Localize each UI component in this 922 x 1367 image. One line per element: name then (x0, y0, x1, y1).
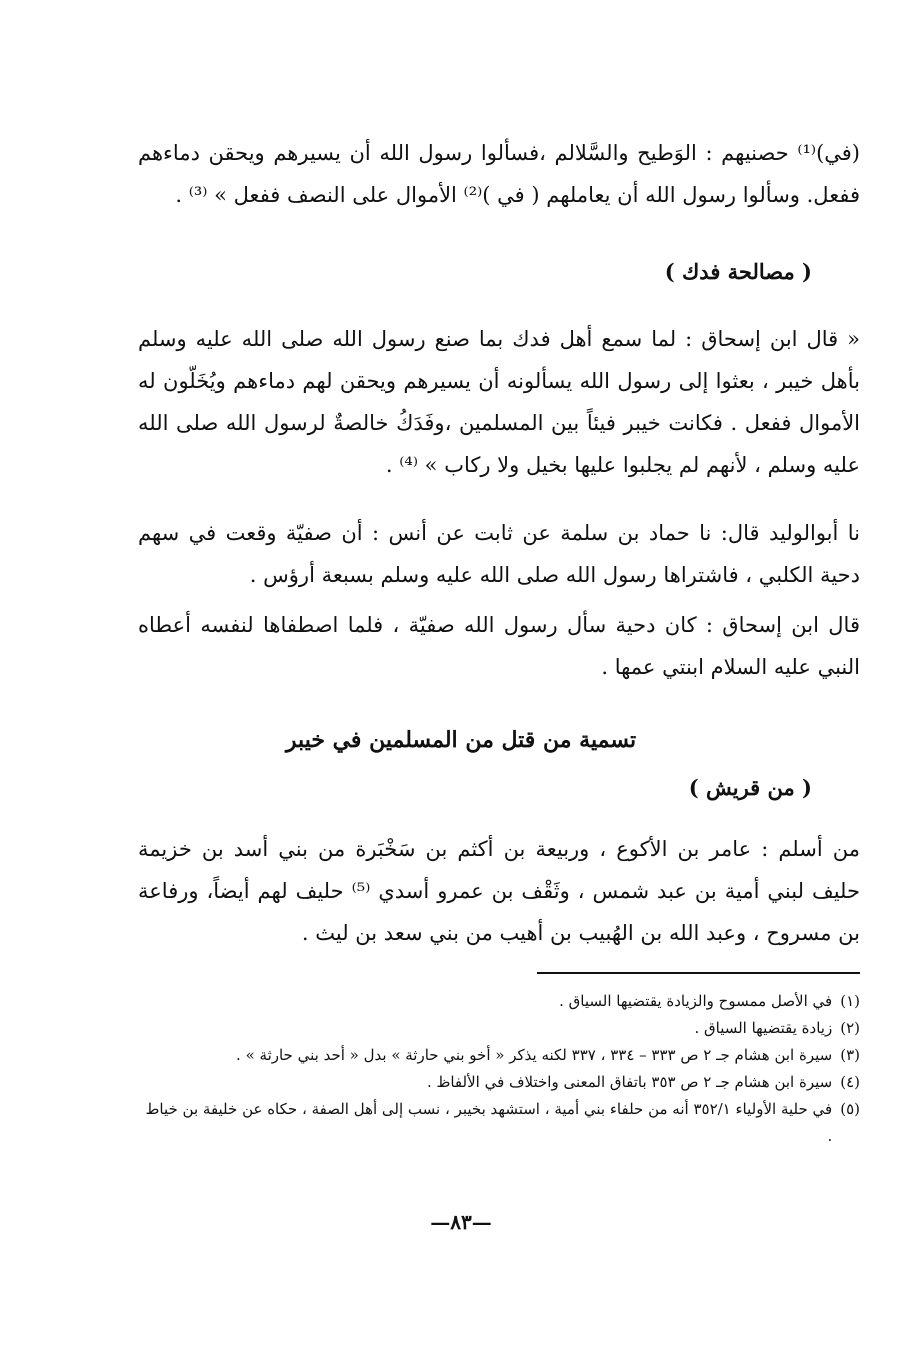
footnote-item (138, 1015, 860, 1042)
paragraph-dihya: قال ابن إسحاق : كان دحية سأل رسول الله صفيّة ، فلما اصطفاها لنفسه أعطاه النبي عليه السلام ابنتي عمها . (138, 613, 860, 679)
footnote-text: في حلية الأولياء ٣٥٢/١ أنه من حلفاء بني أمية ، استشهد بخيبر ، نسب إلى أهل الصفة ، حكاه عن خليفة بن خياط . (145, 1100, 833, 1145)
footnotes-list (138, 988, 860, 1150)
heading-quraysh: ( من قريش ) (688, 775, 812, 800)
footnote-text: سيرة ابن هشام جـ ٢ ص ٣٥٣ باتفاق المعنى واختلاف في الألفاظ . (426, 1073, 833, 1091)
footnote-number: (٤) (840, 1073, 860, 1091)
footnote-number: (٢) (840, 1019, 860, 1037)
paragraph-safiyya-share: نا أبوالوليد قال: نا حماد بن سلمة عن ثابت عن أنس : أن صفيّة وقعت في سهم دحية الكلبي ، فاشتراها رسول الله صلى الله عليه وسلم بسبعة أرؤس . (138, 521, 860, 587)
paragraph-fadak: « قال ابن إسحاق : لما سمع أهل فدك بما صنع رسول الله صلى الله عليه وسلم بأهل خيبر ، بعثوا إلى رسول الله يسألونه أن يسيرهم ويحقن لهم دماءهم ويُخَلّون له الأموال ففعل . فكانت خيبر فيئاً بين المسلمين ،وفَدَكُ خالصةٌ لرسول الله صلى الله عليه وسلم ، لأنهم لم يجلبوا عليها بخيل ولا ركاب » ⁽⁴⁾ . (138, 327, 860, 477)
footnote-item (138, 1096, 860, 1150)
paragraph-martyrs-list: من أسلم : عامر بن الأكوع ، وربيعة بن أكثم بن سَخْبَرة من بني أسد بن خزيمة حليف لبني أمية بن عبد شمس ، وثَقْف بن عمرو أسدي ⁽⁵⁾ حليف لهم أيضاً، ورفاعة بن مسروح ، وعبد الله بن الهُبيب بن أهيب من بني سعد بن ليث . (138, 837, 860, 945)
footnote-number: (٥) (840, 1100, 860, 1118)
footnote-number: (١) (840, 992, 860, 1010)
footnote-number: (٣) (840, 1046, 860, 1064)
footnote-text: في الأصل ممسوح والزيادة يقتضيها السياق . (559, 992, 833, 1010)
heading-fadak-settlement: ( مصالحة فدك ) (664, 259, 812, 284)
footnote-text: سيرة ابن هشام جـ ٢ ص ٣٣٣ – ٣٣٤ ، ٣٣٧ لكنه يذكر « أخو بني حارثة » بدل « أحد بني حارثة » . (236, 1046, 833, 1064)
footnote-divider (537, 972, 860, 974)
section-title-martyrs: تسمية من قتل من المسلمين في خيبر (285, 727, 637, 753)
page-number: —٨٣— (430, 1210, 492, 1234)
paragraph-surrender-of-forts: (في)⁽¹⁾ حصنيهم : الوَطيح والسَّلالم ،فسألوا رسول الله أن يسيرهم ويحقن دماءهم ففعل. وسألوا رسول الله أن يعاملهم ( في )⁽²⁾ الأموال على النصف ففعل » ⁽³⁾ . (138, 141, 860, 207)
footnote-text: زيادة يقتضيها السياق . (694, 1019, 833, 1037)
footnote-item (138, 1042, 860, 1069)
footnote-item (138, 1069, 860, 1096)
footnote-item (138, 988, 860, 1015)
